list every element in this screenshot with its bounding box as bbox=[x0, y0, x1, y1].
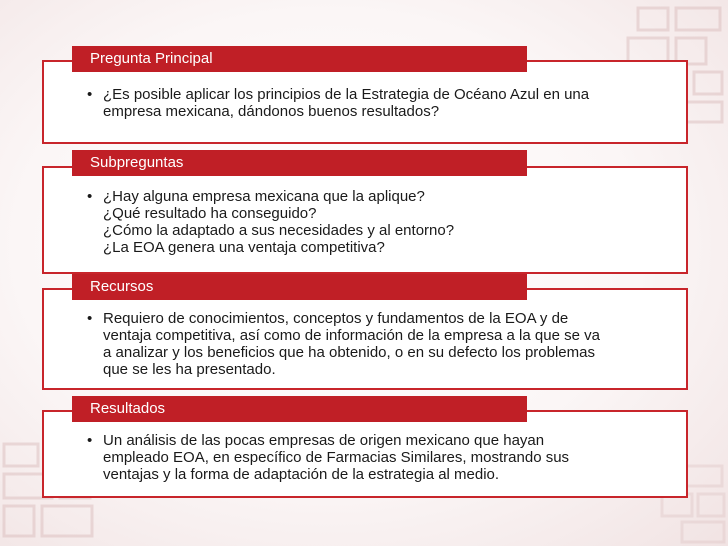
text-line: • Un análisis de las pocas empresas de origen mexicano que hayan bbox=[103, 432, 545, 449]
section-body bbox=[87, 86, 664, 120]
section-pregunta-principal bbox=[42, 44, 688, 146]
section-body bbox=[87, 310, 664, 378]
section-resultados bbox=[42, 396, 688, 500]
text-line: • ¿Es posible aplicar los principios de la Estrategia de Océano Azul en una bbox=[103, 86, 590, 103]
text-line: • ¿Hay alguna empresa mexicana que la aplique? bbox=[103, 188, 425, 205]
section-body bbox=[87, 188, 664, 256]
section-title: Recursos bbox=[72, 274, 527, 300]
section-body bbox=[87, 432, 664, 483]
text-line: ¿Cómo la adaptado a sus necesidades y al entorno? bbox=[103, 222, 455, 239]
text-line: ¿Qué resultado ha conseguido? bbox=[103, 205, 317, 222]
section-title: Subpreguntas bbox=[72, 150, 527, 176]
list-item bbox=[87, 188, 664, 256]
text-line: que se les ha presentado. bbox=[103, 361, 276, 378]
list-item bbox=[87, 86, 664, 120]
text-line: empresa mexicana, dándonos buenos resultados? bbox=[103, 103, 440, 120]
text-line: ¿La EOA genera una ventaja competitiva? bbox=[103, 239, 385, 256]
text-line: • Requiero de conocimientos, conceptos y fundamentos de la EOA y de bbox=[103, 310, 569, 327]
section-subpreguntas bbox=[42, 150, 688, 272]
section-title: Pregunta Principal bbox=[72, 46, 527, 72]
text-line: a analizar y los beneficios que ha obtenido, o en su defecto los problemas bbox=[103, 344, 595, 361]
text-line: ventajas y la forma de adaptación de la estrategia al medio. bbox=[103, 466, 500, 483]
list-item bbox=[87, 310, 664, 378]
text-line: empleado EOA, en específico de Farmacias Similares, mostrando sus bbox=[103, 449, 570, 466]
section-title: Resultados bbox=[72, 396, 527, 422]
section-recursos bbox=[42, 274, 688, 390]
text-line: ventaja competitiva, así como de información de la empresa a la que se va bbox=[103, 327, 600, 344]
list-item bbox=[87, 432, 664, 483]
